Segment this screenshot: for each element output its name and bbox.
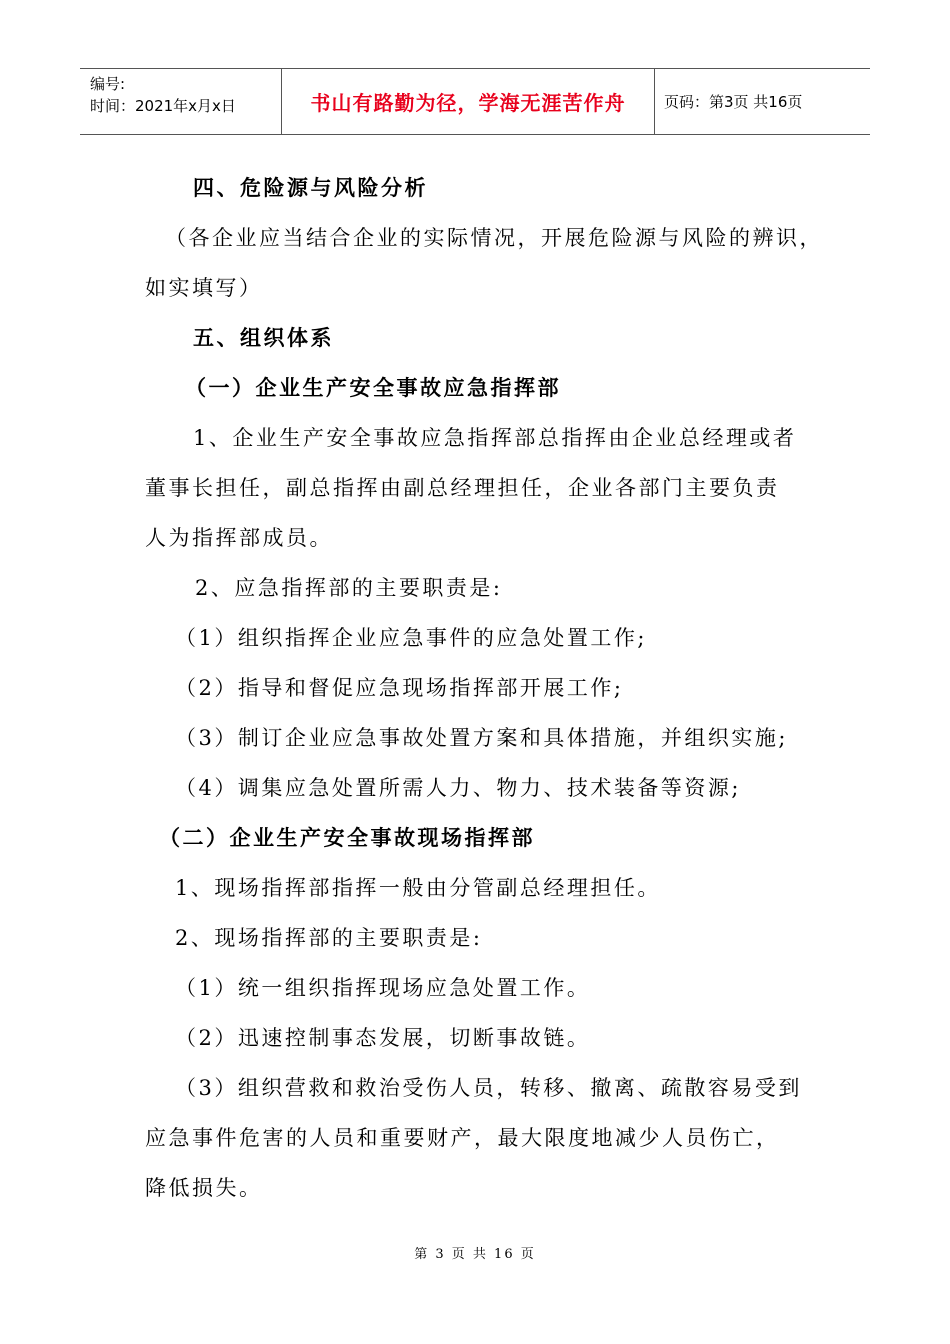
list-item: （1）组织指挥企业应急事件的应急处置工作; [175, 626, 647, 650]
list-item: （3）组织营救和救治受伤人员，转移、撤离、疏散容易受到 [175, 1076, 802, 1100]
page-footer: 第 3 页 共 16 页 [414, 1247, 536, 1262]
header-meta [80, 69, 282, 134]
paragraph-line: 董事长担任，副总指挥由副总经理担任，企业各部门主要负责 [145, 476, 780, 500]
list-item: （1）统一组织指挥现场应急处置工作。 [175, 976, 591, 1000]
paragraph-line: 降低损失。 [145, 1176, 263, 1200]
list-item: （2）迅速控制事态发展，切断事故链。 [175, 1026, 591, 1050]
paragraph-line: （各企业应当结合企业的实际情况，开展危险源与风险的辨识， [165, 226, 823, 250]
document-number-label: 编号: [90, 75, 126, 93]
subsection-heading-command: （一）企业生产安全事故应急指挥部 [185, 376, 561, 400]
section-heading-hazard: 四、危险源与风险分析 [193, 176, 428, 200]
header-motto: 书山有路勤为径，学海无涯苦作舟 [282, 69, 655, 134]
subsection-heading-onsite: （二）企业生产安全事故现场指挥部 [159, 826, 535, 850]
paragraph-line: 人为指挥部成员。 [145, 526, 333, 550]
paragraph-line: 2、现场指挥部的主要职责是: [175, 926, 483, 950]
section-heading-organization: 五、组织体系 [193, 326, 334, 350]
list-item: （2）指导和督促应急现场指挥部开展工作; [175, 676, 624, 700]
paragraph-line: 1、企业生产安全事故应急指挥部总指挥由企业总经理或者 [193, 426, 797, 450]
paragraph-line: 2、应急指挥部的主要职责是: [195, 576, 503, 600]
paragraph-line: 如实填写） [145, 276, 263, 300]
paragraph-line: 应急事件危害的人员和重要财产，最大限度地减少人员伤亡， [145, 1126, 780, 1150]
list-item: （3）制订企业应急事故处置方案和具体措施，并组织实施; [175, 726, 788, 750]
page-header [80, 68, 870, 135]
document-time: 时间：2021年x月x日 [90, 97, 236, 115]
paragraph-line: 1、现场指挥部指挥一般由分管副总经理担任。 [175, 876, 661, 900]
header-page-info: 页码：第3页 共16页 [664, 93, 803, 111]
list-item: （4）调集应急处置所需人力、物力、技术装备等资源; [175, 776, 741, 800]
